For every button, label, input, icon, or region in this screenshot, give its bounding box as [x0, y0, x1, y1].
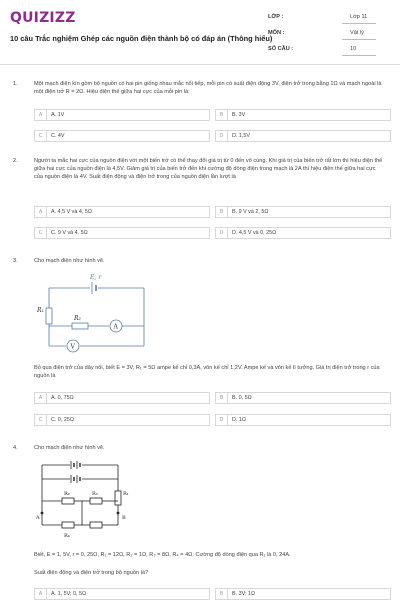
- r4-label: R₄: [64, 533, 70, 539]
- option-text: A. 1, 5V; 0, 5Ω: [51, 591, 86, 597]
- option-text: B. 0, 5Ω: [232, 395, 252, 401]
- option-d[interactable]: [215, 130, 391, 142]
- option-letter: B: [216, 589, 228, 600]
- quizizz-logo: QUIZIZZ: [10, 10, 76, 26]
- question-text: Biết, E = 1, 5V, r = 0, 25Ω, R₁ = 12Ω, R₂ = 1Ω, R₃ = 8Ω, R₄ = 4Ω. Cường độ dòng điện qua R₁ là 0, 24A.: [34, 552, 291, 558]
- option-letter: A: [35, 393, 47, 404]
- question-text: Bỏ qua điện trở của dây nối, biết E = 3V, R₁ = 5Ω ampe kế chỉ 0,3A, vôn kế chỉ 1,2V. Ampe kế và vôn kế lí tưởng. Giá trị điện trở trong r của nguồn là: [34, 365, 380, 379]
- option-text: A. 4,5 V và 4, 5Ω: [51, 209, 92, 215]
- option-letter: C: [35, 131, 47, 142]
- option-d[interactable]: [215, 414, 391, 426]
- option-letter: D: [216, 131, 228, 142]
- meta-class-label: LỚP :: [268, 14, 284, 20]
- r1-label: R₁: [123, 491, 129, 497]
- option-text: D. 1,5V: [232, 133, 250, 139]
- worksheet-title: 10 câu Trắc nghiệm Ghép các nguồn điện thành bộ có đáp án (Thông hiểu): [10, 34, 273, 43]
- r3-label: R₃: [92, 491, 98, 497]
- option-text: B. 3V; 1Ω: [232, 591, 256, 597]
- option-letter: D: [216, 415, 228, 426]
- option-b[interactable]: [215, 206, 391, 218]
- meta-count: [268, 46, 386, 56]
- option-text: C. 9 V và 4, 5Ω: [51, 230, 88, 236]
- meta-class: [268, 14, 386, 24]
- meta-underline: [342, 39, 376, 40]
- option-text: C. 0, 25Ω: [51, 417, 74, 423]
- question-text: Cho mạch điện như hình vẽ.: [34, 258, 105, 264]
- node-b-label: B: [122, 515, 126, 521]
- meta-class-value: Lớp 11: [350, 14, 368, 20]
- option-b[interactable]: [215, 392, 391, 404]
- option-c[interactable]: [34, 227, 210, 239]
- option-c[interactable]: [34, 130, 210, 142]
- option-text: D. 4,5 V và 0, 25Ω: [232, 230, 277, 236]
- circuit-figure-3: [34, 270, 164, 358]
- meta-subject: [268, 30, 386, 40]
- meta-subject-value: Vật lý: [350, 30, 364, 36]
- meta-count-label: SỐ CÂU :: [268, 46, 294, 52]
- header-divider: [0, 64, 400, 65]
- voltmeter-icon: V: [70, 343, 75, 351]
- option-text: C. 4V: [51, 133, 65, 139]
- question-number: 3.: [13, 258, 18, 264]
- option-letter: B: [216, 393, 228, 404]
- question-text: Người ta mắc hai cực của nguồn điện với một biến trở có thể thay đổi giá trị từ 0 đến vô cùng. Khi giá trị của biến trở rất lớn thì hiệu điện thế giữa hai cực của nguồn điện là 4,5V. Giảm giá trị của biến trở đến khi cường độ dòng điện trong mạch là 2A thì hiệu điện thế giữa hai cực của nguồn điện là 4V. Suất điện động và điện trở trong của nguồn điện lần lượt là: [34, 158, 383, 180]
- meta-count-value: 10: [350, 46, 357, 52]
- option-letter: C: [35, 415, 47, 426]
- option-c[interactable]: [34, 414, 210, 426]
- option-text: B. 3V: [232, 112, 246, 118]
- option-text: A. 1V: [51, 112, 65, 118]
- option-letter: A: [35, 207, 47, 218]
- ammeter-icon: A: [113, 323, 118, 331]
- source-label: E, r: [90, 274, 102, 281]
- option-letter: C: [35, 228, 47, 239]
- option-a[interactable]: [34, 392, 210, 404]
- r2-label: R₂: [64, 491, 70, 497]
- node-a-label: A: [36, 515, 40, 521]
- option-text: B. 9 V và 2, 5Ω: [232, 209, 269, 215]
- option-text: D. 1Ω: [232, 417, 246, 423]
- option-letter: A: [35, 110, 47, 121]
- option-a[interactable]: [34, 588, 210, 600]
- option-a[interactable]: [34, 206, 210, 218]
- option-a[interactable]: [34, 109, 210, 121]
- option-letter: A: [35, 589, 47, 600]
- question-number: 1.: [13, 81, 18, 87]
- option-d[interactable]: [215, 227, 391, 239]
- option-letter: B: [216, 207, 228, 218]
- question-text: Suất điện động và điện trở trong bộ nguồn là?: [34, 570, 149, 576]
- meta-underline: [342, 55, 376, 56]
- question-number: 4.: [13, 445, 18, 451]
- circuit-figure-4: [34, 457, 134, 543]
- meta-subject-label: MÔN :: [268, 30, 285, 36]
- question-text: Một mạch điện kín gồm bộ nguồn có hai pin giống nhau mắc nối tiếp, mỗi pin có suất điện động 3V, điện trở trong bằng 1Ω và mạch ngoài là một điện trở R = 2Ω. Hiệu điện thế giữa hai cực của mỗi pin là:: [34, 81, 382, 95]
- r2-label: R₂: [74, 315, 81, 322]
- question-text: Cho mạch điện như hình vẽ.: [34, 445, 105, 451]
- option-text: A. 0, 75Ω: [51, 395, 74, 401]
- worksheet-header: [0, 0, 400, 66]
- option-letter: B: [216, 110, 228, 121]
- option-letter: D: [216, 228, 228, 239]
- option-b[interactable]: [215, 109, 391, 121]
- option-b[interactable]: [215, 588, 391, 600]
- r1-label: R₁: [37, 307, 44, 314]
- meta-underline: [342, 23, 376, 24]
- question-number: 2.: [13, 158, 18, 164]
